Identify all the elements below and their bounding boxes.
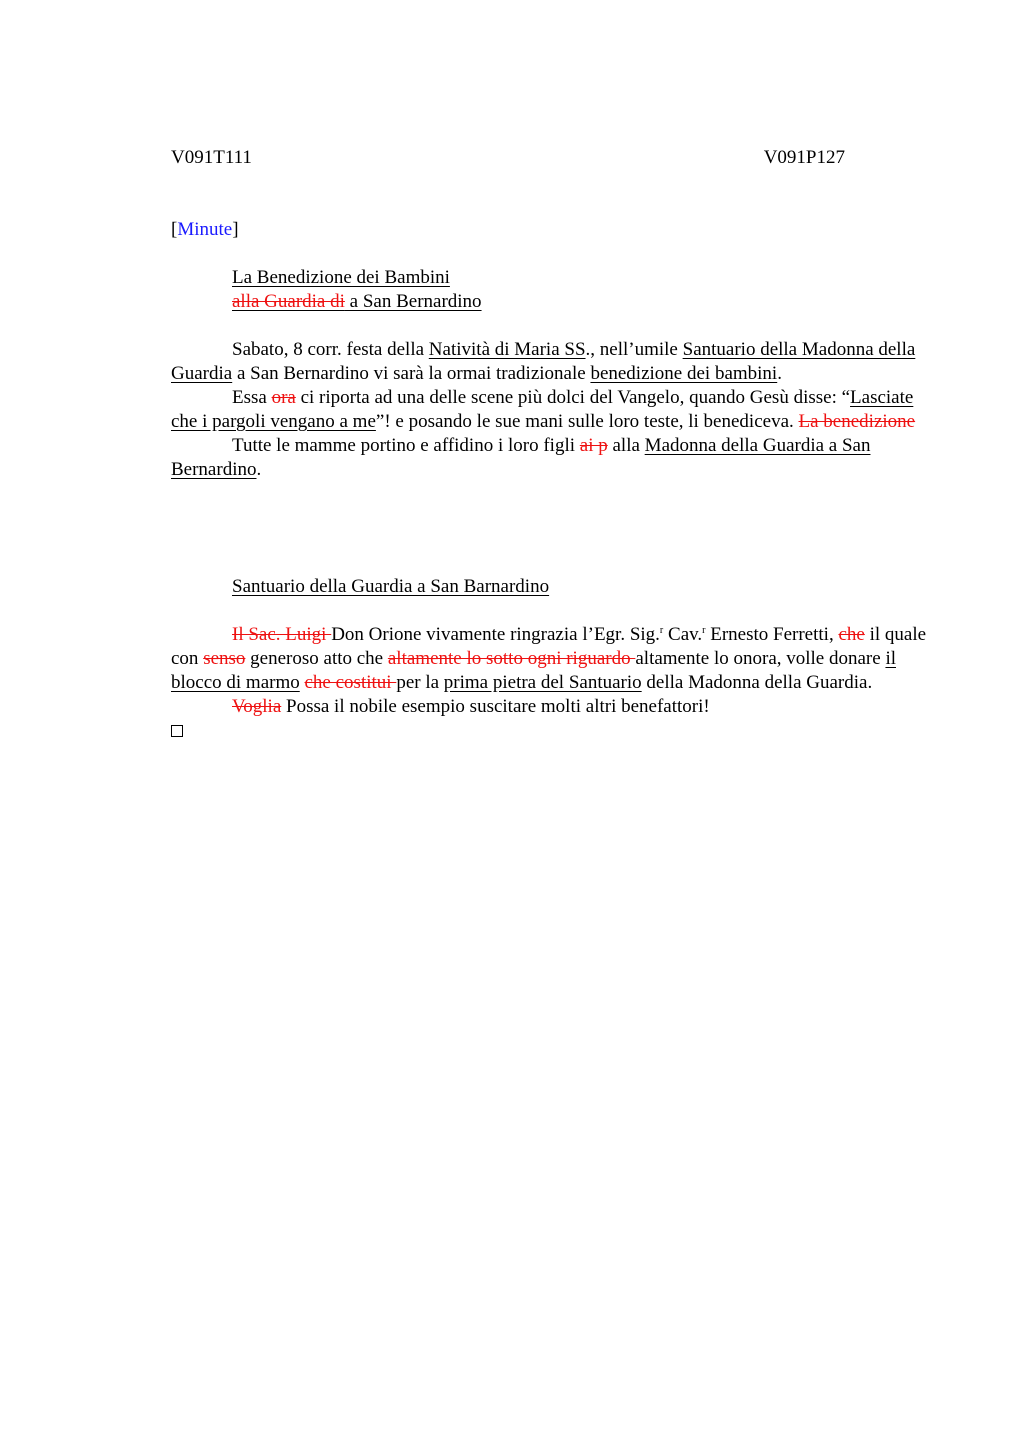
text-run: ., nell’umile: [585, 339, 683, 360]
text-run: Ernesto Ferretti,: [705, 624, 839, 645]
title-text: La Benedizione dei Bambini: [232, 267, 450, 288]
deleted-text: altamente lo sotto ogni riguardo: [387, 648, 636, 669]
underlined-text: prima pietra del Santuario: [443, 672, 642, 693]
text-run: Essa: [232, 387, 272, 408]
text-run: generoso atto che: [245, 648, 388, 669]
kind-label: Minute: [177, 219, 233, 240]
deleted-text: alla Guardia di: [232, 291, 345, 312]
underlined-text: il blocco di marmo: [171, 648, 896, 693]
underlined-text: benedizione dei bambini: [590, 363, 778, 384]
text-run: alla: [607, 435, 645, 456]
document-header: [171, 146, 845, 170]
text-run: Tutte le mamme portino e affidino i loro figli: [232, 435, 580, 456]
text-run: ci riporta ad una delle scene più dolci del Vangelo, quando Gesù disse: “: [295, 387, 851, 408]
paragraph: [171, 695, 933, 719]
deleted-text: ora: [271, 387, 296, 408]
document-code-left: V091T111: [171, 147, 252, 168]
underlined-text: Madonna della Guardia a San Bernardino: [171, 435, 871, 480]
deleted-text: che: [838, 624, 865, 645]
superscript: r: [702, 625, 706, 636]
document-kind: [171, 218, 239, 242]
kind-close-bracket: ]: [232, 219, 239, 240]
deleted-text: che costitui: [304, 672, 397, 693]
text-run: .: [256, 459, 262, 480]
section-santuario: [171, 575, 933, 744]
text-run: il quale con: [171, 624, 927, 669]
text-run: ”! e posando le sue mani sulle loro teste, li benediceva.: [375, 411, 799, 432]
paragraph: [171, 623, 933, 695]
paragraph: [171, 338, 933, 386]
end-marker: [171, 719, 933, 744]
underlined-text: Santuario della Madonna della Guardia: [171, 339, 916, 384]
section-benedizione: [171, 266, 933, 482]
deleted-text: Voglia: [232, 696, 282, 717]
deleted-text: senso: [203, 648, 246, 669]
superscript: r: [659, 625, 664, 636]
text-run: .: [777, 363, 782, 384]
end-box-icon: [171, 725, 183, 737]
text-run: Sabato, 8 corr. festa della: [232, 339, 429, 360]
text-run: altamente lo onora, volle donare: [635, 648, 886, 669]
deleted-text: ai p: [579, 435, 608, 456]
title-text: Santuario della Guardia a San Barnardino: [232, 576, 550, 597]
text-run: Possa il nobile esempio suscitare molti altri benefattori!: [281, 696, 710, 717]
text-run: Cav.: [663, 624, 703, 645]
section-subtitle: [232, 290, 933, 314]
deleted-text: Il Sac. Luigi: [232, 624, 332, 645]
document-code-right: V091P127: [763, 147, 845, 168]
text-run: a San Bernardino vi sarà la ormai tradizionale: [232, 363, 591, 384]
text-run: della Madonna della Guardia.: [641, 672, 873, 693]
section-title: [232, 575, 933, 599]
underlined-text: Lasciate che i pargoli vengano a me: [171, 387, 914, 432]
subtitle-text: a San Bernardino: [344, 291, 482, 312]
deleted-text: La benedizione: [798, 411, 916, 432]
underlined-text: Natività di Maria SS: [428, 339, 586, 360]
text-run: Don Orione vivamente ringrazia l’Egr. Sig.: [331, 624, 660, 645]
section-title: [232, 266, 933, 290]
text-run: per la: [396, 672, 444, 693]
paragraph: [171, 386, 933, 434]
kind-open-bracket: [: [171, 219, 178, 240]
paragraph: [171, 434, 933, 482]
